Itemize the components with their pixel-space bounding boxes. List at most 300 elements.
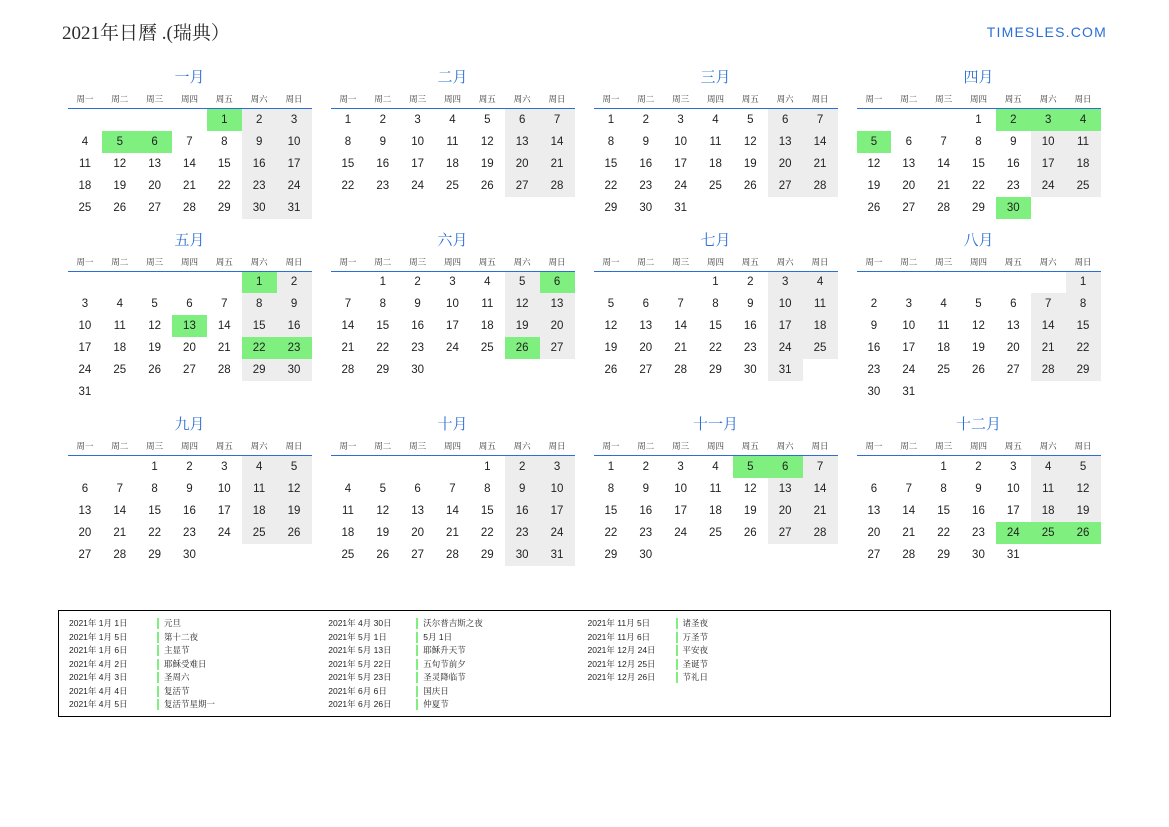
day-cell[interactable]: 27 xyxy=(902,201,916,214)
day-cell[interactable]: 10 xyxy=(768,293,803,315)
day-cell[interactable]: 12 xyxy=(743,482,757,495)
day-cell[interactable]: 14 xyxy=(446,504,459,517)
day-cell[interactable]: 27 xyxy=(540,337,575,359)
day-cell[interactable]: 30 xyxy=(277,359,312,381)
day-cell[interactable]: 17 xyxy=(1031,153,1066,175)
day-cell[interactable]: 31 xyxy=(768,359,803,381)
day-cell[interactable]: 11 xyxy=(481,298,494,310)
day-cell[interactable]: 2 xyxy=(242,109,277,131)
day-cell[interactable]: 18 xyxy=(1031,500,1066,522)
day-cell[interactable]: 14 xyxy=(1031,315,1066,337)
day-cell[interactable]: 22 xyxy=(1066,337,1101,359)
day-cell[interactable]: 2 xyxy=(186,460,193,473)
day-cell[interactable]: 29 xyxy=(376,364,390,376)
day-cell[interactable]: 12 xyxy=(867,157,881,170)
day-cell[interactable]: 25 xyxy=(341,548,355,561)
day-cell[interactable]: 18 xyxy=(709,504,722,517)
day-cell[interactable]: 28 xyxy=(540,175,575,197)
day-cell[interactable]: 26 xyxy=(867,201,881,214)
day-cell[interactable]: 7 xyxy=(344,298,352,310)
day-cell[interactable]: 21 xyxy=(803,500,838,522)
day-cell[interactable]: 30 xyxy=(505,544,540,566)
day-cell[interactable]: 26 xyxy=(743,526,757,539)
day-cell[interactable]: 12 xyxy=(604,320,618,332)
day-cell[interactable]: 30 xyxy=(639,548,653,561)
day-cell[interactable]: 30 xyxy=(411,364,424,376)
day-cell[interactable]: 11 xyxy=(242,478,277,500)
day-cell[interactable]: 20 xyxy=(78,526,92,539)
day-cell[interactable]: 23 xyxy=(1006,179,1020,192)
day-cell[interactable]: 7 xyxy=(540,109,575,131)
day-cell[interactable]: 1 xyxy=(712,276,719,289)
day-cell[interactable]: 13 xyxy=(78,504,92,517)
day-cell[interactable]: 27 xyxy=(867,548,881,561)
day-cell[interactable]: 27 xyxy=(768,175,803,197)
day-cell[interactable]: 21 xyxy=(1031,337,1066,359)
day-cell[interactable]: 13 xyxy=(148,157,161,170)
day-cell[interactable]: 19 xyxy=(480,157,494,170)
day-cell[interactable]: 11 xyxy=(709,482,722,495)
day-cell[interactable]: 13 xyxy=(902,157,916,170)
day-cell[interactable]: 12 xyxy=(1066,478,1101,500)
day-cell[interactable]: 28 xyxy=(446,548,459,561)
day-cell[interactable]: 17 xyxy=(902,342,916,354)
day-cell[interactable]: 5 xyxy=(151,298,158,310)
day-cell[interactable]: 27 xyxy=(639,364,653,376)
day-cell[interactable]: 7 xyxy=(940,135,947,148)
day-cell[interactable]: 7 xyxy=(905,482,912,495)
day-cell[interactable]: 19 xyxy=(867,179,881,192)
day-cell[interactable]: 9 xyxy=(975,482,982,495)
day-cell[interactable]: 21 xyxy=(540,153,575,175)
day-cell[interactable]: 4 xyxy=(344,482,352,495)
day-cell[interactable]: 12 xyxy=(277,478,312,500)
day-cell[interactable]: 5 xyxy=(975,298,982,310)
day-cell[interactable]: 13 xyxy=(639,320,653,332)
day-cell[interactable]: 11 xyxy=(937,320,950,332)
day-cell[interactable]: 3 xyxy=(81,298,89,310)
day-cell[interactable]: 9 xyxy=(870,320,878,332)
day-cell[interactable]: 19 xyxy=(604,342,618,354)
day-cell-holiday[interactable]: 22 xyxy=(242,337,277,359)
day-cell[interactable]: 23 xyxy=(505,522,540,544)
day-cell[interactable]: 21 xyxy=(902,526,916,539)
day-cell-holiday[interactable]: 30 xyxy=(996,197,1031,219)
day-cell[interactable]: 5 xyxy=(607,298,615,310)
day-cell[interactable]: 2 xyxy=(870,298,878,310)
day-cell[interactable]: 27 xyxy=(411,548,424,561)
day-cell[interactable]: 15 xyxy=(604,157,618,170)
day-cell-holiday[interactable]: 6 xyxy=(137,131,172,153)
day-cell[interactable]: 17 xyxy=(768,315,803,337)
day-cell[interactable]: 4 xyxy=(940,298,947,310)
day-cell[interactable]: 24 xyxy=(78,364,92,376)
day-cell[interactable]: 3 xyxy=(905,298,912,310)
day-cell[interactable]: 2 xyxy=(414,276,421,289)
day-cell[interactable]: 31 xyxy=(1006,548,1020,561)
day-cell[interactable]: 5 xyxy=(1066,456,1101,478)
day-cell[interactable]: 14 xyxy=(540,131,575,153)
day-cell[interactable]: 7 xyxy=(116,482,123,495)
day-cell-holiday[interactable]: 13 xyxy=(172,315,207,337)
day-cell[interactable]: 9 xyxy=(747,298,754,310)
day-cell[interactable]: 6 xyxy=(1010,298,1017,310)
day-cell[interactable]: 27 xyxy=(78,548,92,561)
day-cell[interactable]: 13 xyxy=(768,478,803,500)
day-cell[interactable]: 23 xyxy=(411,342,424,354)
day-cell[interactable]: 6 xyxy=(505,109,540,131)
day-cell[interactable]: 24 xyxy=(768,337,803,359)
day-cell[interactable]: 5 xyxy=(747,113,754,126)
day-cell[interactable]: 27 xyxy=(1006,364,1020,376)
day-cell[interactable]: 24 xyxy=(411,179,424,192)
day-cell[interactable]: 29 xyxy=(709,364,722,376)
day-cell[interactable]: 12 xyxy=(505,293,540,315)
day-cell[interactable]: 28 xyxy=(183,201,196,214)
day-cell[interactable]: 3 xyxy=(1010,460,1017,473)
day-cell[interactable]: 23 xyxy=(972,526,985,539)
day-cell[interactable]: 4 xyxy=(449,113,456,126)
day-cell[interactable]: 7 xyxy=(1031,293,1066,315)
day-cell[interactable]: 28 xyxy=(902,548,916,561)
day-cell[interactable]: 2 xyxy=(277,271,312,293)
day-cell[interactable]: 20 xyxy=(639,342,653,354)
day-cell[interactable]: 24 xyxy=(217,526,231,539)
day-cell[interactable]: 19 xyxy=(743,504,757,517)
day-cell[interactable]: 25 xyxy=(446,179,459,192)
day-cell[interactable]: 19 xyxy=(113,179,127,192)
day-cell[interactable]: 12 xyxy=(376,504,390,517)
day-cell[interactable]: 15 xyxy=(1066,315,1101,337)
day-cell[interactable]: 30 xyxy=(972,548,985,561)
day-cell[interactable]: 5 xyxy=(277,456,312,478)
day-cell[interactable]: 4 xyxy=(81,135,89,148)
day-cell[interactable]: 22 xyxy=(341,179,355,192)
day-cell[interactable]: 7 xyxy=(449,482,456,495)
day-cell[interactable]: 14 xyxy=(217,320,231,332)
day-cell[interactable]: 24 xyxy=(540,522,575,544)
day-cell[interactable]: 16 xyxy=(639,157,653,170)
day-cell[interactable]: 9 xyxy=(642,482,649,495)
day-cell[interactable]: 8 xyxy=(151,482,158,495)
day-cell[interactable]: 29 xyxy=(480,548,494,561)
day-cell[interactable]: 10 xyxy=(540,478,575,500)
day-cell[interactable]: 21 xyxy=(341,342,355,354)
day-cell[interactable]: 14 xyxy=(803,478,838,500)
day-cell[interactable]: 5 xyxy=(379,482,386,495)
day-cell[interactable]: 19 xyxy=(277,500,312,522)
day-cell-holiday[interactable]: 1 xyxy=(242,271,277,293)
day-cell[interactable]: 11 xyxy=(1066,131,1101,153)
day-cell[interactable]: 7 xyxy=(677,298,684,310)
day-cell[interactable]: 16 xyxy=(277,315,312,337)
day-cell[interactable]: 10 xyxy=(674,482,687,495)
day-cell[interactable]: 10 xyxy=(78,320,92,332)
day-cell[interactable]: 8 xyxy=(221,135,228,148)
day-cell[interactable]: 10 xyxy=(411,135,424,148)
day-cell[interactable]: 16 xyxy=(639,504,653,517)
day-cell[interactable]: 26 xyxy=(376,548,390,561)
day-cell[interactable]: 17 xyxy=(78,342,92,354)
day-cell[interactable]: 6 xyxy=(870,482,878,495)
day-cell-holiday[interactable]: 24 xyxy=(996,522,1031,544)
day-cell[interactable]: 29 xyxy=(1066,359,1101,381)
day-cell[interactable]: 26 xyxy=(277,522,312,544)
day-cell[interactable]: 8 xyxy=(484,482,491,495)
day-cell[interactable]: 31 xyxy=(674,201,687,214)
day-cell[interactable]: 8 xyxy=(607,135,615,148)
day-cell[interactable]: 18 xyxy=(242,500,277,522)
day-cell[interactable]: 8 xyxy=(1066,293,1101,315)
day-cell[interactable]: 15 xyxy=(709,320,722,332)
day-cell[interactable]: 31 xyxy=(277,197,312,219)
day-cell[interactable]: 4 xyxy=(1031,456,1066,478)
day-cell-holiday[interactable]: 26 xyxy=(1066,522,1101,544)
day-cell[interactable]: 19 xyxy=(743,157,757,170)
day-cell[interactable]: 4 xyxy=(712,113,719,126)
day-cell[interactable]: 8 xyxy=(975,135,982,148)
day-cell[interactable]: 1 xyxy=(151,460,158,473)
day-cell[interactable]: 10 xyxy=(277,131,312,153)
day-cell[interactable]: 16 xyxy=(505,500,540,522)
day-cell[interactable]: 11 xyxy=(113,320,126,332)
day-cell[interactable]: 1 xyxy=(344,113,352,126)
day-cell[interactable]: 21 xyxy=(937,179,950,192)
day-cell[interactable]: 20 xyxy=(411,526,424,539)
day-cell[interactable]: 26 xyxy=(480,179,494,192)
day-cell[interactable]: 19 xyxy=(972,342,985,354)
day-cell[interactable]: 17 xyxy=(446,320,459,332)
day-cell[interactable]: 31 xyxy=(902,386,916,398)
day-cell[interactable]: 6 xyxy=(414,482,421,495)
day-cell[interactable]: 20 xyxy=(1006,342,1020,354)
day-cell[interactable]: 22 xyxy=(709,342,722,354)
day-cell[interactable]: 1 xyxy=(607,460,615,473)
day-cell[interactable]: 19 xyxy=(376,526,390,539)
day-cell[interactable]: 20 xyxy=(768,500,803,522)
day-cell[interactable]: 23 xyxy=(376,179,390,192)
day-cell[interactable]: 3 xyxy=(677,113,684,126)
day-cell[interactable]: 19 xyxy=(148,342,161,354)
day-cell[interactable]: 27 xyxy=(505,175,540,197)
day-cell[interactable]: 24 xyxy=(674,526,687,539)
day-cell[interactable]: 30 xyxy=(639,201,653,214)
day-cell[interactable]: 27 xyxy=(183,364,196,376)
day-cell[interactable]: 8 xyxy=(379,298,386,310)
day-cell[interactable]: 3 xyxy=(414,113,421,126)
day-cell[interactable]: 22 xyxy=(217,179,231,192)
day-cell[interactable]: 15 xyxy=(217,157,231,170)
day-cell[interactable]: 13 xyxy=(411,504,424,517)
day-cell[interactable]: 11 xyxy=(78,157,91,170)
day-cell[interactable]: 3 xyxy=(768,271,803,293)
day-cell[interactable]: 31 xyxy=(540,544,575,566)
day-cell[interactable]: 3 xyxy=(449,276,456,289)
day-cell[interactable]: 3 xyxy=(540,456,575,478)
day-cell[interactable]: 28 xyxy=(341,364,355,376)
day-cell[interactable]: 26 xyxy=(148,364,161,376)
day-cell[interactable]: 19 xyxy=(1066,500,1101,522)
day-cell[interactable]: 16 xyxy=(867,342,881,354)
day-cell[interactable]: 29 xyxy=(604,201,618,214)
day-cell[interactable]: 21 xyxy=(803,153,838,175)
day-cell[interactable]: 14 xyxy=(341,320,355,332)
day-cell[interactable]: 14 xyxy=(937,157,950,170)
day-cell[interactable]: 21 xyxy=(217,342,231,354)
day-cell[interactable]: 28 xyxy=(937,201,950,214)
day-cell[interactable]: 16 xyxy=(242,153,277,175)
day-cell[interactable]: 20 xyxy=(540,315,575,337)
day-cell[interactable]: 10 xyxy=(674,135,687,148)
day-cell[interactable]: 15 xyxy=(480,504,494,517)
day-cell[interactable]: 2 xyxy=(747,276,754,289)
day-cell[interactable]: 18 xyxy=(709,157,722,170)
day-cell[interactable]: 21 xyxy=(113,526,127,539)
day-cell[interactable]: 16 xyxy=(411,320,424,332)
day-cell[interactable]: 24 xyxy=(674,179,687,192)
day-cell[interactable]: 18 xyxy=(78,179,92,192)
day-cell[interactable]: 17 xyxy=(1006,504,1020,517)
day-cell[interactable]: 16 xyxy=(743,320,757,332)
day-cell[interactable]: 28 xyxy=(217,364,231,376)
day-cell[interactable]: 16 xyxy=(183,504,196,517)
day-cell[interactable]: 13 xyxy=(1006,320,1020,332)
day-cell[interactable]: 21 xyxy=(183,179,196,192)
day-cell[interactable]: 29 xyxy=(148,548,161,561)
day-cell[interactable]: 18 xyxy=(113,342,127,354)
day-cell[interactable]: 30 xyxy=(242,197,277,219)
day-cell[interactable]: 6 xyxy=(768,109,803,131)
day-cell-holiday[interactable]: 6 xyxy=(540,271,575,293)
day-cell[interactable]: 18 xyxy=(341,526,355,539)
day-cell[interactable]: 12 xyxy=(743,135,757,148)
day-cell[interactable]: 15 xyxy=(972,157,985,170)
day-cell[interactable]: 10 xyxy=(446,298,459,310)
day-cell[interactable]: 21 xyxy=(446,526,459,539)
day-cell[interactable]: 14 xyxy=(113,504,127,517)
day-cell[interactable]: 22 xyxy=(148,526,161,539)
day-cell[interactable]: 22 xyxy=(480,526,494,539)
day-cell[interactable]: 29 xyxy=(604,548,618,561)
day-cell[interactable]: 14 xyxy=(674,320,687,332)
day-cell[interactable]: 1 xyxy=(1066,271,1101,293)
day-cell[interactable]: 4 xyxy=(116,298,123,310)
day-cell[interactable]: 10 xyxy=(217,482,231,495)
day-cell[interactable]: 24 xyxy=(277,175,312,197)
day-cell-holiday[interactable]: 5 xyxy=(857,131,892,153)
day-cell[interactable]: 22 xyxy=(972,179,985,192)
day-cell[interactable]: 2 xyxy=(975,460,982,473)
day-cell[interactable]: 9 xyxy=(379,135,386,148)
day-cell[interactable]: 17 xyxy=(540,500,575,522)
day-cell[interactable]: 27 xyxy=(148,201,161,214)
day-cell[interactable]: 15 xyxy=(937,504,950,517)
day-cell[interactable]: 11 xyxy=(446,135,459,148)
day-cell[interactable]: 1 xyxy=(940,460,947,473)
day-cell[interactable]: 17 xyxy=(217,504,231,517)
day-cell[interactable]: 14 xyxy=(183,157,196,170)
day-cell-holiday[interactable]: 5 xyxy=(102,131,137,153)
day-cell[interactable]: 28 xyxy=(803,175,838,197)
day-cell[interactable]: 6 xyxy=(642,298,649,310)
day-cell[interactable]: 14 xyxy=(803,131,838,153)
day-cell[interactable]: 25 xyxy=(480,342,494,354)
day-cell[interactable]: 30 xyxy=(743,364,757,376)
day-cell[interactable]: 29 xyxy=(937,548,950,561)
day-cell[interactable]: 23 xyxy=(867,364,881,376)
day-cell[interactable]: 22 xyxy=(376,342,390,354)
day-cell[interactable]: 20 xyxy=(902,179,916,192)
day-cell[interactable]: 9 xyxy=(505,478,540,500)
day-cell[interactable]: 17 xyxy=(411,157,424,170)
day-cell[interactable]: 15 xyxy=(376,320,390,332)
day-cell[interactable]: 11 xyxy=(709,135,722,148)
day-cell[interactable]: 25 xyxy=(709,179,722,192)
day-cell[interactable]: 23 xyxy=(242,175,277,197)
day-cell[interactable]: 12 xyxy=(113,157,127,170)
day-cell[interactable]: 8 xyxy=(607,482,615,495)
day-cell[interactable]: 18 xyxy=(1066,153,1101,175)
day-cell[interactable]: 1 xyxy=(607,113,615,126)
day-cell[interactable]: 20 xyxy=(505,153,540,175)
day-cell[interactable]: 15 xyxy=(242,315,277,337)
day-cell[interactable]: 29 xyxy=(242,359,277,381)
day-cell[interactable]: 6 xyxy=(81,482,89,495)
day-cell[interactable]: 9 xyxy=(186,482,193,495)
day-cell[interactable]: 20 xyxy=(148,179,161,192)
day-cell[interactable]: 19 xyxy=(505,315,540,337)
day-cell[interactable]: 28 xyxy=(1031,359,1066,381)
day-cell[interactable]: 8 xyxy=(344,135,352,148)
day-cell[interactable]: 20 xyxy=(867,526,881,539)
day-cell[interactable]: 1 xyxy=(484,460,491,473)
day-cell[interactable]: 28 xyxy=(674,364,687,376)
day-cell[interactable]: 23 xyxy=(743,342,757,354)
day-cell[interactable]: 7 xyxy=(221,298,228,310)
day-cell[interactable]: 11 xyxy=(1031,478,1066,500)
day-cell[interactable]: 3 xyxy=(221,460,228,473)
day-cell-holiday[interactable]: 26 xyxy=(505,337,540,359)
day-cell[interactable]: 11 xyxy=(803,293,838,315)
brand-link[interactable]: TIMESLES.COM xyxy=(986,24,1107,40)
day-cell[interactable]: 4 xyxy=(712,460,719,473)
day-cell[interactable]: 13 xyxy=(540,293,575,315)
day-cell[interactable]: 25 xyxy=(803,337,838,359)
day-cell[interactable]: 26 xyxy=(113,201,127,214)
day-cell[interactable]: 21 xyxy=(674,342,687,354)
day-cell[interactable]: 23 xyxy=(183,526,196,539)
day-cell[interactable]: 16 xyxy=(1006,157,1020,170)
day-cell[interactable]: 24 xyxy=(1031,175,1066,197)
day-cell-holiday[interactable]: 1 xyxy=(207,109,242,131)
day-cell[interactable]: 30 xyxy=(183,548,196,561)
day-cell[interactable]: 26 xyxy=(743,179,757,192)
day-cell[interactable]: 23 xyxy=(639,179,653,192)
day-cell[interactable]: 30 xyxy=(867,386,881,398)
day-cell-holiday[interactable]: 2 xyxy=(996,109,1031,131)
day-cell[interactable]: 10 xyxy=(902,320,916,332)
day-cell[interactable]: 26 xyxy=(972,364,985,376)
day-cell[interactable]: 6 xyxy=(186,298,193,310)
day-cell-holiday[interactable]: 6 xyxy=(768,456,803,478)
day-cell[interactable]: 18 xyxy=(446,157,459,170)
day-cell[interactable]: 4 xyxy=(803,271,838,293)
day-cell[interactable]: 3 xyxy=(277,109,312,131)
day-cell[interactable]: 9 xyxy=(242,131,277,153)
day-cell[interactable]: 15 xyxy=(148,504,161,517)
day-cell[interactable]: 24 xyxy=(902,364,916,376)
day-cell-holiday[interactable]: 5 xyxy=(733,456,768,478)
